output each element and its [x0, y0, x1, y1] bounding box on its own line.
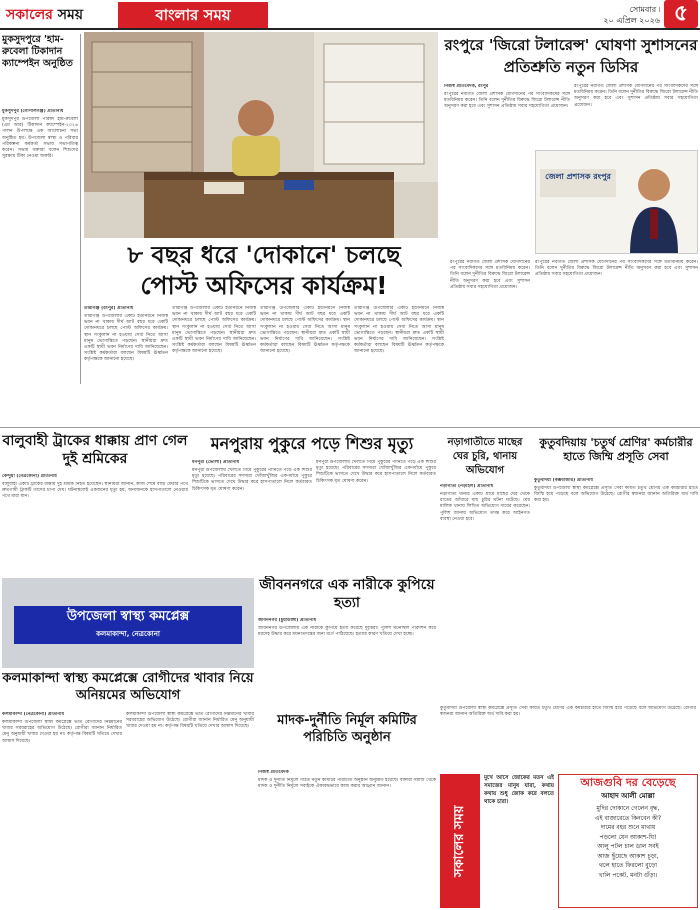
story5-byline: মনপুরা (ভোলা) প্রতিনিধি	[192, 460, 240, 465]
story6-body: নড়াগাতী থানার একটি গ্রামে মাছের ঘের থেকে রাতের আঁধারে মাছ চুরির ঘটনা ঘটেছে। ঘের মালিক থানায় লিখিত অভিযোগ দায়ের করেছেন। পুলিশ জানায় অভিযোগ তদন্ত করে আইনগত ব্যবস্থা নেওয়া হবে।	[440, 492, 530, 522]
poem-line: আলু পটল চাল ডাল সবই	[597, 843, 659, 850]
logo-part-b: সময়	[57, 7, 84, 23]
story4-headline	[2, 432, 188, 472]
story9-headline	[2, 670, 254, 708]
story9-body-col1: কলমাকান্দা উপজেলা স্বাস্থ্য কমপ্লেক্সে ভর্তি রোগীদের নিম্নমানের খাবার সরবরাহের অভিযোগ উঠেছে। রোগীরা জানান নির্ধারিত মেনু অনুযায়ী খাবার দেওয়া হয় না। কর্তৃপক্ষ বিষয়টি খতিয়ে দেখার আশ্বাস দিয়েছে।	[2, 720, 122, 744]
story8-byline: জীবননগর (চুয়াডাঙ্গা) প্রতিনিধি	[258, 618, 317, 623]
story3-title-line1: ৮ বছর ধরে 'দোকানে' চলছে	[127, 241, 401, 269]
sign-line1: উপজেলা স্বাস্থ্য কমপ্লেক্স	[66, 609, 190, 624]
story10-byline: নিজস্ব প্রতিবেদক	[258, 770, 289, 775]
dc-photo	[535, 150, 698, 254]
poem-box	[558, 774, 698, 908]
story10-body: মাদক ও দুর্নীতি নির্মূলে গঠিত নতুন কমিটির পরিচিতি অনুষ্ঠান অনুষ্ঠিত হয়েছে। বক্তারা সমাজ থেকে মাদক ও দুর্নীতি নির্মূলে সবাইকে ঐক্যবদ্ধভাবে কাজ করার আহ্বান জানান।	[258, 778, 436, 790]
story10-title: মাদক-দুর্নীতি নির্মূল কমিটির পরিচিতি অনুষ্ঠান	[277, 713, 417, 745]
date: ২০ এপ্রিল ২০২৬	[603, 16, 660, 25]
section-title: বাংলার সময়	[118, 2, 268, 28]
story1-body: মুকসুদপুর উপজেলা পরিষদ হাম-রুবেলা (এম আর) টিকাদান ক্যাম্পেইন-২০২৬ পালন উপলক্ষে এক আলোচনা সভা অনুষ্ঠিত হয়। উপজেলা স্বাস্থ্য ও পরিবার পরিকল্পনা কর্মকর্তা সভায় সভাপতিত্ব করেন। সভায় বক্তারা বলেন শিশুদের সুরক্ষায় টিকা নেওয়া জরুরি।	[2, 117, 78, 160]
story6-title: নড়াগাতীতে মাছের ঘের চুরি, থানায় অভিযোগ	[447, 437, 523, 476]
health-complex-photo	[2, 578, 254, 668]
story4-body: বালুবাহী একটি ট্রাকের ধাক্কায় দুই শ্রমিক নিহত হয়েছেন। স্থানীয়রা জানান, কাজ শেষে বাড়ি ফেরার পথে দ্রুতগামী ট্রাকটি তাদের চাপা দেয়। ঘটনাস্থলেই একজনের মৃত্যু হয়, অন্যজনকে হাসপাতালে নেওয়ার পথে মারা যান।	[2, 482, 188, 500]
story6-byline: নড়াগাতী (নড়াইল) প্রতিনিধি	[440, 484, 494, 489]
column-rule	[80, 34, 81, 384]
post-office-scene	[84, 32, 438, 238]
story4-title: বালুবাহী ট্রাকের ধাক্কায় প্রাণ গেল দুই শ্রমিকের	[2, 433, 188, 467]
story1-byline: মুকসুদপুর (গোপালগঞ্জ) প্রতিনিধি	[2, 109, 64, 114]
promo-strip	[440, 774, 480, 908]
story2-body: রংপুরের নবাগত জেলা প্রশাসক যোগদানের পর সাংবাদিকদের সঙ্গে মতবিনিময় করেন। তিনি বলেন দুর্নীতির বিরুদ্ধে জিরো টলারেন্স নীতি অনুসরণ করা হবে এবং সুশাসন প্রতিষ্ঠায় সবার সহযোগিতা প্রয়োজন।	[444, 92, 570, 110]
story5-title: মনপুরায় পুকুরে পড়ে শিশুর মৃত্যু	[210, 434, 414, 453]
story8-title: জীবননগরে এক নারীকে কুপিয়ে হত্যা	[259, 577, 435, 611]
logo-part-a: সকালের	[6, 7, 53, 23]
story4-byline: কেন্দুয়া (নেত্রকোনা) প্রতিনিধি	[2, 474, 57, 479]
story3-body-col4: তারাগঞ্জ উপজেলার একটি ইউনিয়নে নিজস্ব ভবন না থাকায় দীর্ঘ আট বছর ধরে একটি দোকানঘরে চলছে পোস্ট অফিসের কার্যক্রম। স্থান সংকুলান না হওয়ায় সেবা নিতে আসা মানুষ ভোগান্তিতে পড়ছেন। স্থানীয়রা দ্রুত একটি স্থায়ী ভবন নির্মাণের দাবি জানিয়েছেন। সংশ্লিষ্ট কর্মকর্তারা বলছেন বিষয়টি ঊর্ধ্বতন কর্তৃপক্ষকে জানানো হয়েছে।	[354, 306, 444, 355]
story2-body-cont: রংপুরের নবাগত জেলা প্রশাসক যোগদানের পর সাংবাদিকদের সঙ্গে মতবিনিময় করেন। তিনি বলেন দুর্নীতির বিরুদ্ধে জিরো টলারেন্স নীতি অনুসরণ করা হবে এবং সুশাসন প্রতিষ্ঠায় সবার সহযোগিতা প্রয়োজন।	[574, 84, 698, 108]
promo-text: মুখে আসে জোকের মতন এই সমাজের মানুষ যারা, কথায় কথায় শুধু জোক করে বলতে থাকে চারা।	[484, 775, 554, 805]
promo-brand: সকালের সময়	[452, 805, 467, 877]
story1-title: মুকসুদপুরে 'হাম-রুবেলা টিকাদান ক্যাম্পেইন অনুষ্ঠিত	[2, 34, 73, 69]
story2-title: রংপুরে 'জিরো টলারেন্স' ঘোষণা সুশাসনের প্রতিশ্রুতি নতুন ডিসির	[444, 36, 698, 76]
story5-body-col2: মনপুরা উপজেলায় খেলতে গিয়ে পুকুরের পানিতে পড়ে এক শিশুর মৃত্যু হয়েছে। পরিবারের সদস্যরা খোঁজাখুঁজির একপর্যায়ে পুকুরে শিশুটিকে ভাসতে দেখে উদ্ধার করে হাসপাতালে নিলে কর্তব্যরত চিকিৎসক মৃত ঘোষণা করেন।	[316, 460, 436, 484]
story5-headline	[192, 432, 432, 456]
story2-body-col3: রংপুরের নবাগত জেলা প্রশাসক যোগদানের পর সাংবাদিকদের সঙ্গে মতবিনিময় করেন। তিনি বলেন দুর্নীতির বিরুদ্ধে জিরো টলারেন্স নীতি অনুসরণ করা হবে এবং সুশাসন প্রতিষ্ঠায় সবার সহযোগিতা প্রয়োজন।	[450, 260, 530, 290]
story2-byline: নিজস্ব প্রতিবেদক, রংপুর	[444, 84, 489, 89]
story10-headline	[258, 712, 436, 766]
story8-headline	[258, 576, 436, 616]
poem-line: পড়লো যেন আকাশ-ঘি!	[599, 833, 657, 841]
story7-headline	[534, 436, 698, 476]
poem-author: আহাদ আলী মোল্লা	[601, 792, 655, 800]
story3-body-col3: তারাগঞ্জ উপজেলার একটি ইউনিয়নে নিজস্ব ভবন না থাকায় দীর্ঘ আট বছর ধরে একটি দোকানঘরে চলছে পোস্ট অফিসের কার্যক্রম। স্থান সংকুলান না হওয়ায় সেবা নিতে আসা মানুষ ভোগান্তিতে পড়ছেন। স্থানীয়রা দ্রুত একটি স্থায়ী ভবন নির্মাণের দাবি জানিয়েছেন। সংশ্লিষ্ট কর্মকর্তারা বলছেন বিষয়টি ঊর্ধ্বতন কর্তৃপক্ষকে জানানো হয়েছে।	[260, 306, 350, 355]
story9-byline: কলমাকান্দা (নেত্রকোনা) প্রতিনিধি	[2, 712, 65, 717]
story7-body-cont: কুতুবদিয়া উপজেলা স্বাস্থ্য কমপ্লেক্সে প্রসূতি সেবা কার্যত চতুর্থ শ্রেণির এক কর্মচারীর হাতে জিম্মি হয়ে পড়েছে বলে অভিযোগ উঠেছে। রোগীর স্বজনরা জানান অতিরিক্ত অর্থ দাবি করা হয়।	[440, 706, 696, 718]
story8-body: জীবননগর উপজেলায় এক নারীকে কুপিয়ে হত্যা করেছে দুর্বৃত্তরা। পুলিশ ঘটনাস্থল পরিদর্শন করে মরদেহ উদ্ধার করে ময়নাতদন্তের জন্য মর্গে পাঠিয়েছে। হত্যার কারণ খতিয়ে দেখা হচ্ছে।	[258, 626, 436, 638]
poem-line: দামের বহর শুনে মাথায়	[600, 824, 656, 831]
dateline	[555, 4, 660, 26]
poem-line: মুদির দোকানে গেলেন বৃদ্ধ,	[596, 805, 660, 812]
poem-line: থলে হাতে ফিরলো বুড়ো	[598, 862, 658, 869]
story3-title-line2: পোস্ট অফিসের কার্যক্রম!	[140, 271, 388, 300]
poem-line: আজ ছুঁয়েছে আকাশ চূড়া,	[597, 852, 659, 860]
story7-body: কুতুবদিয়া উপজেলা স্বাস্থ্য কমপ্লেক্সে প্রসূতি সেবা কার্যত চতুর্থ শ্রেণির এক কর্মচারীর হাতে জিম্মি হয়ে পড়েছে বলে অভিযোগ উঠেছে। রোগীর স্বজনরা জানান অতিরিক্ত অর্থ দাবি করা হয়।	[534, 486, 698, 504]
poem-lines	[559, 801, 697, 880]
story2-headline	[444, 34, 698, 82]
poem-line: এই বাজারেতে কিনবেন কী?	[594, 814, 662, 822]
health-complex-sign	[14, 606, 242, 644]
dc-sign-text: জেলা প্রশাসক রংপুর	[545, 172, 611, 181]
weekday: সোমবার ৷	[629, 5, 660, 14]
story2-body-col4: রংপুরের নবাগত জেলা প্রশাসক যোগদানের পর সাংবাদিকদের সঙ্গে মতবিনিময় করেন। তিনি বলেন দুর্নীতির বিরুদ্ধে জিরো টলারেন্স নীতি অনুসরণ করা হবে এবং সুশাসন প্রতিষ্ঠায় সবার সহযোগিতা প্রয়োজন।	[535, 260, 698, 278]
horizontal-rule	[0, 427, 700, 428]
story7-title: কুতুবদিয়ায় 'চতুর্থ শ্রেণির' কর্মচারীর হাতে জিম্মি প্রসূতি সেবা	[539, 436, 693, 463]
page-number: ৫	[664, 0, 698, 28]
post-office-photo	[84, 32, 438, 238]
poem-line: খালি পকেট, মনটা গুঁড়া।	[598, 871, 658, 879]
story5-body-col1: মনপুরা উপজেলায় খেলতে গিয়ে পুকুরের পানিতে পড়ে এক শিশুর মৃত্যু হয়েছে। পরিবারের সদস্যরা খোঁজাখুঁজির একপর্যায়ে পুকুরে শিশুটিকে ভাসতে দেখে উদ্ধার করে হাসপাতালে নিলে কর্তব্যরত চিকিৎসক মৃত ঘোষণা করেন।	[192, 468, 312, 492]
story6-headline	[440, 436, 530, 482]
story9-title: কলমাকান্দা স্বাস্থ্য কমপ্লেক্সে রোগীদের খাবার নিয়ে অনিয়মের অভিযোগ	[2, 671, 254, 703]
dc-portrait	[536, 151, 698, 254]
sign-line2: কলমাকান্দা, নেত্রকোনা	[96, 630, 160, 638]
story3-body-col1: তারাগঞ্জ উপজেলার একটি ইউনিয়নে নিজস্ব ভবন না থাকায় দীর্ঘ আট বছর ধরে একটি দোকানঘরে চলছে পোস্ট অফিসের কার্যক্রম। স্থান সংকুলান না হওয়ায় সেবা নিতে আসা মানুষ ভোগান্তিতে পড়ছেন। স্থানীয়রা দ্রুত একটি স্থায়ী ভবন নির্মাণের দাবি জানিয়েছেন। সংশ্লিষ্ট কর্মকর্তারা বলছেন বিষয়টি ঊর্ধ্বতন কর্তৃপক্ষকে জানানো হয়েছে।	[84, 314, 168, 363]
story3-byline: তারাগঞ্জ (রংপুর) প্রতিনিধি	[84, 306, 134, 311]
story3-body-col2: তারাগঞ্জ উপজেলার একটি ইউনিয়নে নিজস্ব ভবন না থাকায় দীর্ঘ আট বছর ধরে একটি দোকানঘরে চলছে পোস্ট অফিসের কার্যক্রম। স্থান সংকুলান না হওয়ায় সেবা নিতে আসা মানুষ ভোগান্তিতে পড়ছেন। স্থানীয়রা দ্রুত একটি স্থায়ী ভবন নির্মাণের দাবি জানিয়েছেন। সংশ্লিষ্ট কর্মকর্তারা বলছেন বিষয়টি ঊর্ধ্বতন কর্তৃপক্ষকে জানানো হয়েছে।	[172, 306, 256, 355]
story7-byline: কুতুবদিয়া (কক্সবাজার) প্রতিনিধি	[534, 478, 593, 483]
story1-headline	[2, 34, 78, 108]
newspaper-logo	[2, 2, 112, 28]
poem-title: আজগুবি দর বেড়েছে	[580, 776, 676, 789]
story9-body-col2: কলমাকান্দা উপজেলা স্বাস্থ্য কমপ্লেক্সে ভর্তি রোগীদের নিম্নমানের খাবার সরবরাহের অভিযোগ উঠেছে। রোগীরা জানান নির্ধারিত মেনু অনুযায়ী খাবার দেওয়া হয় না। কর্তৃপক্ষ বিষয়টি খতিয়ে দেখার আশ্বাস দিয়েছে।	[126, 712, 254, 730]
